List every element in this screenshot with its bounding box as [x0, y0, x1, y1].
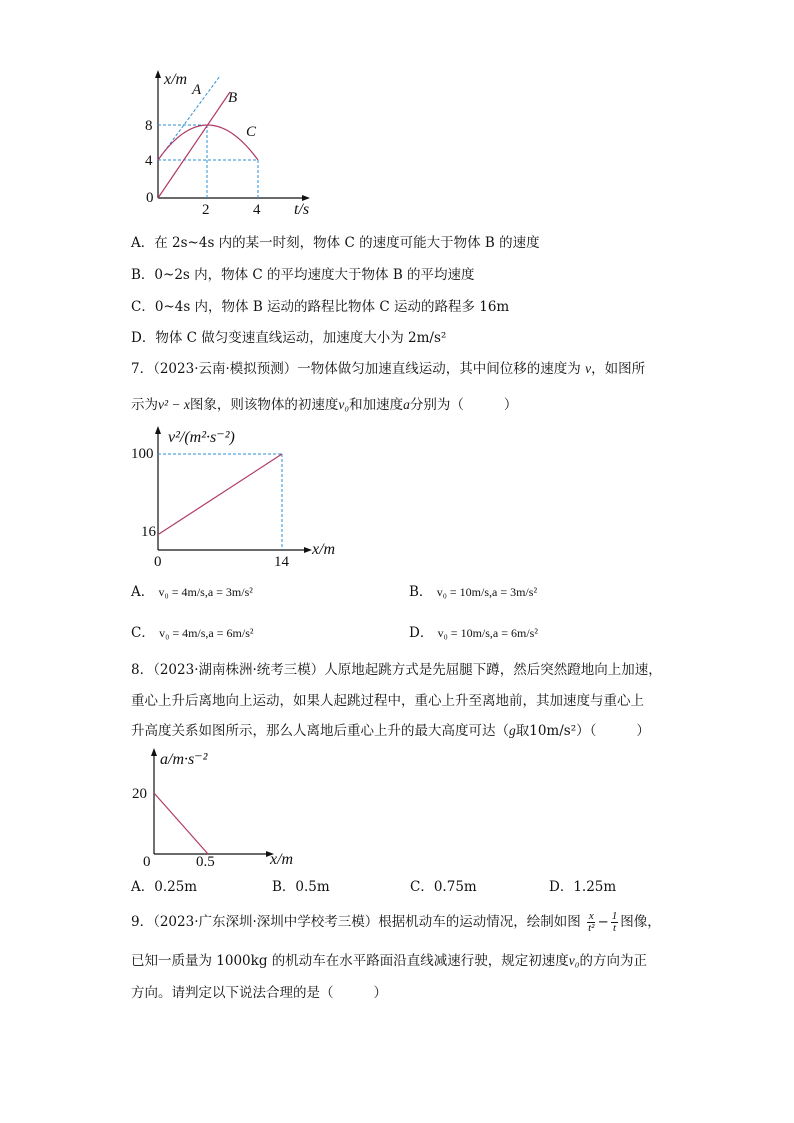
- q6-option-d: D．物体 C 做匀变速直线运动，加速度大小为 2m/s²: [131, 330, 447, 346]
- q8-option-c: C．0.75m: [410, 879, 477, 895]
- origin-label: 0: [143, 854, 151, 870]
- figure-xt-svg: [140, 68, 340, 218]
- x-axis-label: x/m: [270, 851, 294, 868]
- x-axis-arrow: [304, 547, 312, 553]
- q8-option-a: A．0.25m: [131, 879, 198, 895]
- q8-option-d: D．1.25m: [549, 879, 617, 895]
- y-tick-16: 16: [141, 524, 156, 540]
- q7-line1: 7．（2023·云南·模拟预测）一物体做匀加速直线运动，其中间位移的速度为 v，如图所: [131, 361, 646, 377]
- q7-line2: 示为v² − x图象，则该物体的初速度v₀和加速度a分别为（ ）: [131, 397, 518, 413]
- data-line: [154, 793, 208, 854]
- y-axis-label: v²/(m²·s⁻²): [168, 429, 235, 446]
- data-line: [158, 454, 282, 535]
- y-tick-8: 8: [145, 118, 153, 134]
- q8-line2: 重心上升后离地向上运动，如果人起跳过程中，重心上升至离地前，其加速度与重心上: [131, 693, 644, 709]
- y-tick-4: 4: [145, 153, 153, 169]
- q7-option-d: D． v₀ = 10m/s,a = 6m/s²: [409, 625, 538, 641]
- q8-option-b: B．0.5m: [272, 879, 330, 895]
- origin-label: 0: [154, 554, 162, 570]
- fraction-1-over-t: $\frac{1}{t}$: [611, 910, 618, 934]
- y-tick-100: 100: [131, 446, 154, 462]
- q9-line2: 已知一质量为 1000kg 的机动车在水平路面沿直线减速行驶，规定初速度v₀的方向为正: [131, 953, 647, 969]
- figure-v2x-svg: [128, 422, 358, 572]
- figure-v2x-graph: [128, 422, 358, 572]
- q9-line3: 方向。请判定以下说法合理的是（ ）: [131, 985, 387, 1001]
- x-tick-2: 2: [202, 202, 210, 218]
- curve-c: [158, 125, 258, 160]
- origin-label: 0: [146, 190, 154, 206]
- y-tick-20: 20: [132, 786, 147, 802]
- y-axis-label: a/m·s⁻²: [160, 751, 208, 768]
- q7-option-c: C． v₀ = 4m/s,a = 6m/s²: [131, 625, 254, 641]
- y-axis-arrow: [155, 426, 161, 434]
- q6-option-c: C．0~4s 内，物体 B 运动的路程比物体 C 运动的路程多 16m: [131, 299, 510, 315]
- q8-line1: 8．（2023·湖南株洲·统考三模）人原地起跳方式是先屈腿下蹲，然后突然蹬地向上加速，: [131, 662, 662, 678]
- figure-ax-svg: [132, 746, 310, 872]
- curve-label-b: B: [228, 90, 238, 106]
- x-tick-0-5: 0.5: [196, 854, 215, 870]
- q6-option-a: A．在 2s~4s 内的某一时刻，物体 C 的速度可能大于物体 B 的速度: [131, 235, 540, 251]
- x-axis-label: t/s: [294, 201, 310, 218]
- x-tick-14: 14: [274, 554, 289, 570]
- y-axis-arrow: [151, 748, 157, 756]
- y-axis-label: x/m: [164, 71, 188, 88]
- q7-option-b: B． v₀ = 10m/s,a = 3m/s²: [409, 584, 538, 600]
- x-axis-label: x/m: [312, 541, 336, 558]
- q7-option-a: A． v₀ = 4m/s,a = 3m/s²: [131, 584, 253, 600]
- fraction-x-over-t2: $\frac{x}{\text{t²}}$: [588, 910, 595, 934]
- curve-b: [158, 92, 230, 198]
- curve-label-a: A: [192, 82, 202, 98]
- figure-ax-graph: [132, 746, 310, 872]
- q6-option-b: B．0~2s 内，物体 C 的平均速度大于物体 B 的平均速度: [131, 267, 475, 283]
- y-axis-arrow: [155, 70, 161, 78]
- q9-line1: 9．（2023·广东深圳·深圳中学校考三模）根据机动车的运动情况，绘制如图 $\frac{x}{\text{t²}}$ − $\frac{1}{t}$ 图像，: [131, 910, 661, 934]
- q8-line3: 升高度关系如图所示，那么人离地后重心上升的最大高度可达（g取10m/s²）（ ）: [131, 723, 650, 739]
- figure-xt-graph: [140, 68, 340, 218]
- x-tick-4: 4: [253, 202, 261, 218]
- curve-label-c: C: [246, 124, 257, 140]
